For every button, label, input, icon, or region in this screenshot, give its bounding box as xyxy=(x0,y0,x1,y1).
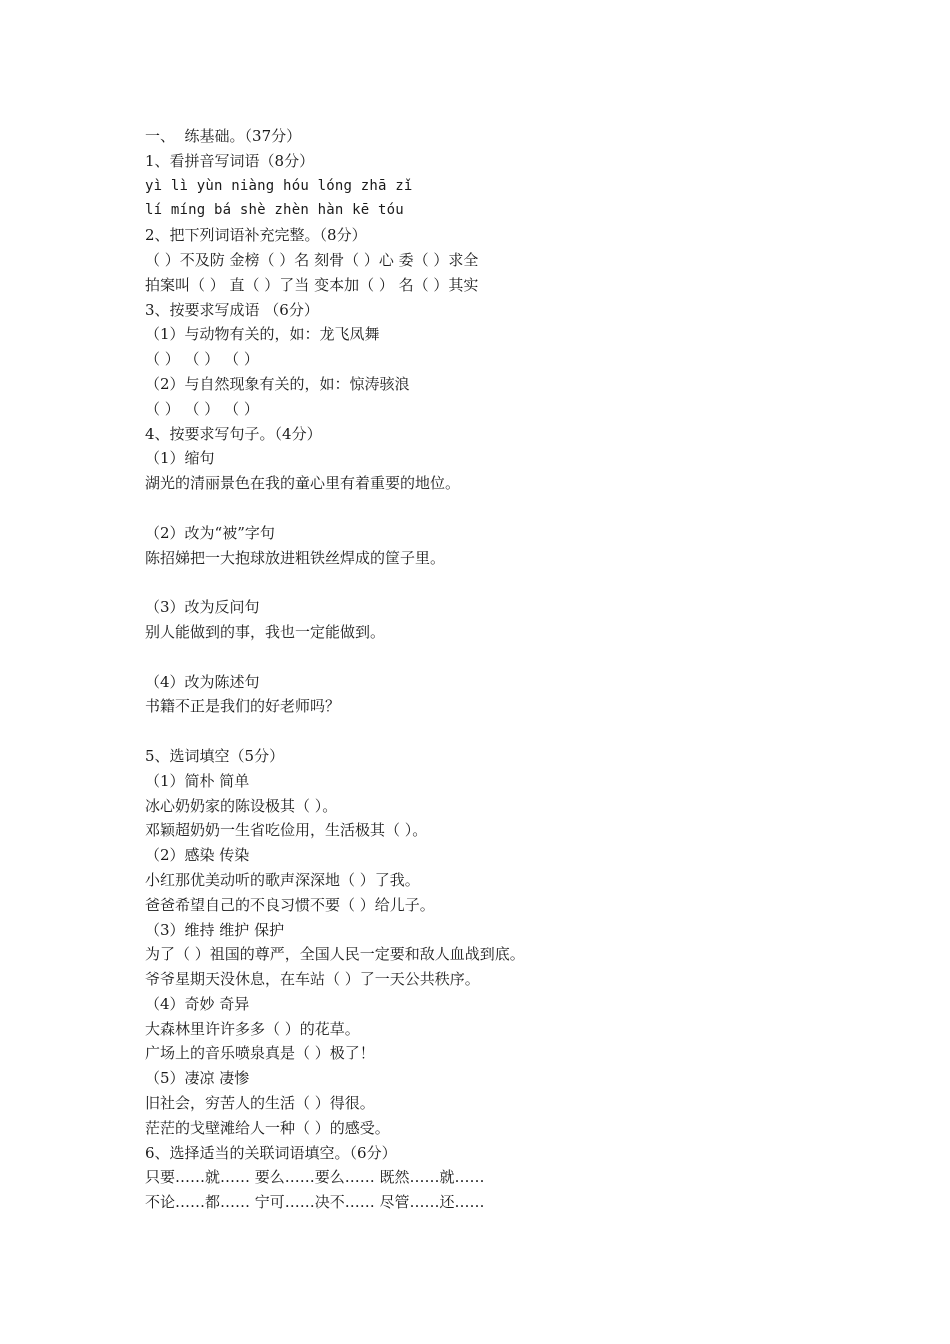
text-line: 5、选词填空（5分） xyxy=(145,746,285,765)
pinyin-line: lí míng bá shè zhèn hàn kē tóu xyxy=(145,202,404,219)
blank-line xyxy=(145,719,845,744)
text-line: 爸爸希望自己的不良习惯不要（ ）给儿子。 xyxy=(145,895,435,914)
text-line: 小红那优美动听的歌声深深地（ ）了我。 xyxy=(145,870,420,889)
text-line: 茫茫的戈壁滩给人一种（ ）的感受。 xyxy=(145,1118,390,1137)
text-line: 湖光的清丽景色在我的童心里有着重要的地位。 xyxy=(145,474,461,493)
text-line: （ ） （ ） （ ） xyxy=(145,350,259,369)
text-line: 爷爷星期天没休息，在车站（ ）了一天公共秩序。 xyxy=(145,970,480,989)
text-line: 拍案叫（ ） 直（ ）了当 变本加（ ） 名（ ）其实 xyxy=(145,275,479,294)
text-line: 别人能做到的事，我也一定能做到。 xyxy=(145,622,386,641)
text-line: 旧社会，穷苦人的生活（ ）得很。 xyxy=(145,1094,375,1113)
text-line: 为了（ ）祖国的尊严，全国人民一定要和敌人血战到底。 xyxy=(145,945,525,964)
text-line: （2）改为“被”字句 xyxy=(145,523,275,542)
text-line: 6、选择适当的关联词语填空。（6分） xyxy=(145,1143,397,1162)
blank-line xyxy=(145,496,845,521)
text-line: 大森林里许许多多（ ）的花草。 xyxy=(145,1019,360,1038)
text-line: 4、按要求写句子。（4分） xyxy=(145,424,322,443)
text-line: （1）缩句 xyxy=(145,449,215,468)
text-line: 不论……都…… 宁可……决不…… 尽管……还…… xyxy=(145,1193,485,1212)
text-line: （ ） （ ） （ ） xyxy=(145,399,259,418)
text-line: （ ）不及防 金榜（ ）名 刻骨（ ）心 委（ ）求全 xyxy=(145,250,479,269)
text-line: （3）改为反问句 xyxy=(145,598,260,617)
text-line: 书籍不正是我们的好老师吗？ xyxy=(145,697,341,716)
text-line: 邓颖超奶奶一生省吃俭用，生活极其（ ）。 xyxy=(145,821,428,840)
blank-line xyxy=(145,645,845,670)
text-line: （2）感染 传染 xyxy=(145,846,250,865)
text-line: 广场上的音乐喷泉真是（ ）极了！ xyxy=(145,1044,375,1063)
text-line: （5）凄凉 凄惨 xyxy=(145,1069,250,1088)
text-line: （4）奇妙 奇异 xyxy=(145,994,250,1013)
text-line: （1）简朴 简单 xyxy=(145,771,250,790)
text-line: 冰心奶奶家的陈设极其（ ）。 xyxy=(145,796,338,815)
text-line: （1）与动物有关的，如：龙飞凤舞 xyxy=(145,325,380,344)
blank-line xyxy=(145,570,845,595)
text-line: 陈招娣把一大抱球放进粗铁丝焊成的筐子里。 xyxy=(145,548,446,567)
text-line: 3、按要求写成语 （6分） xyxy=(145,300,319,319)
text-line: 2、把下列词语补充完整。（8分） xyxy=(145,226,367,245)
text-line: 1、看拼音写词语（8分） xyxy=(145,151,315,170)
text-line: （3）维持 维护 保护 xyxy=(145,920,285,939)
worksheet-page xyxy=(145,124,845,1215)
text-line: （4）改为陈述句 xyxy=(145,672,260,691)
pinyin-line: yì lì yùn niàng hóu lóng zhā zǐ xyxy=(145,177,413,194)
text-line: 一、 练基础。（37分） xyxy=(145,127,302,145)
text-line: 只要……就…… 要么……要么…… 既然……就…… xyxy=(145,1168,485,1187)
text-line: （2）与自然现象有关的，如：惊涛骇浪 xyxy=(145,374,410,393)
